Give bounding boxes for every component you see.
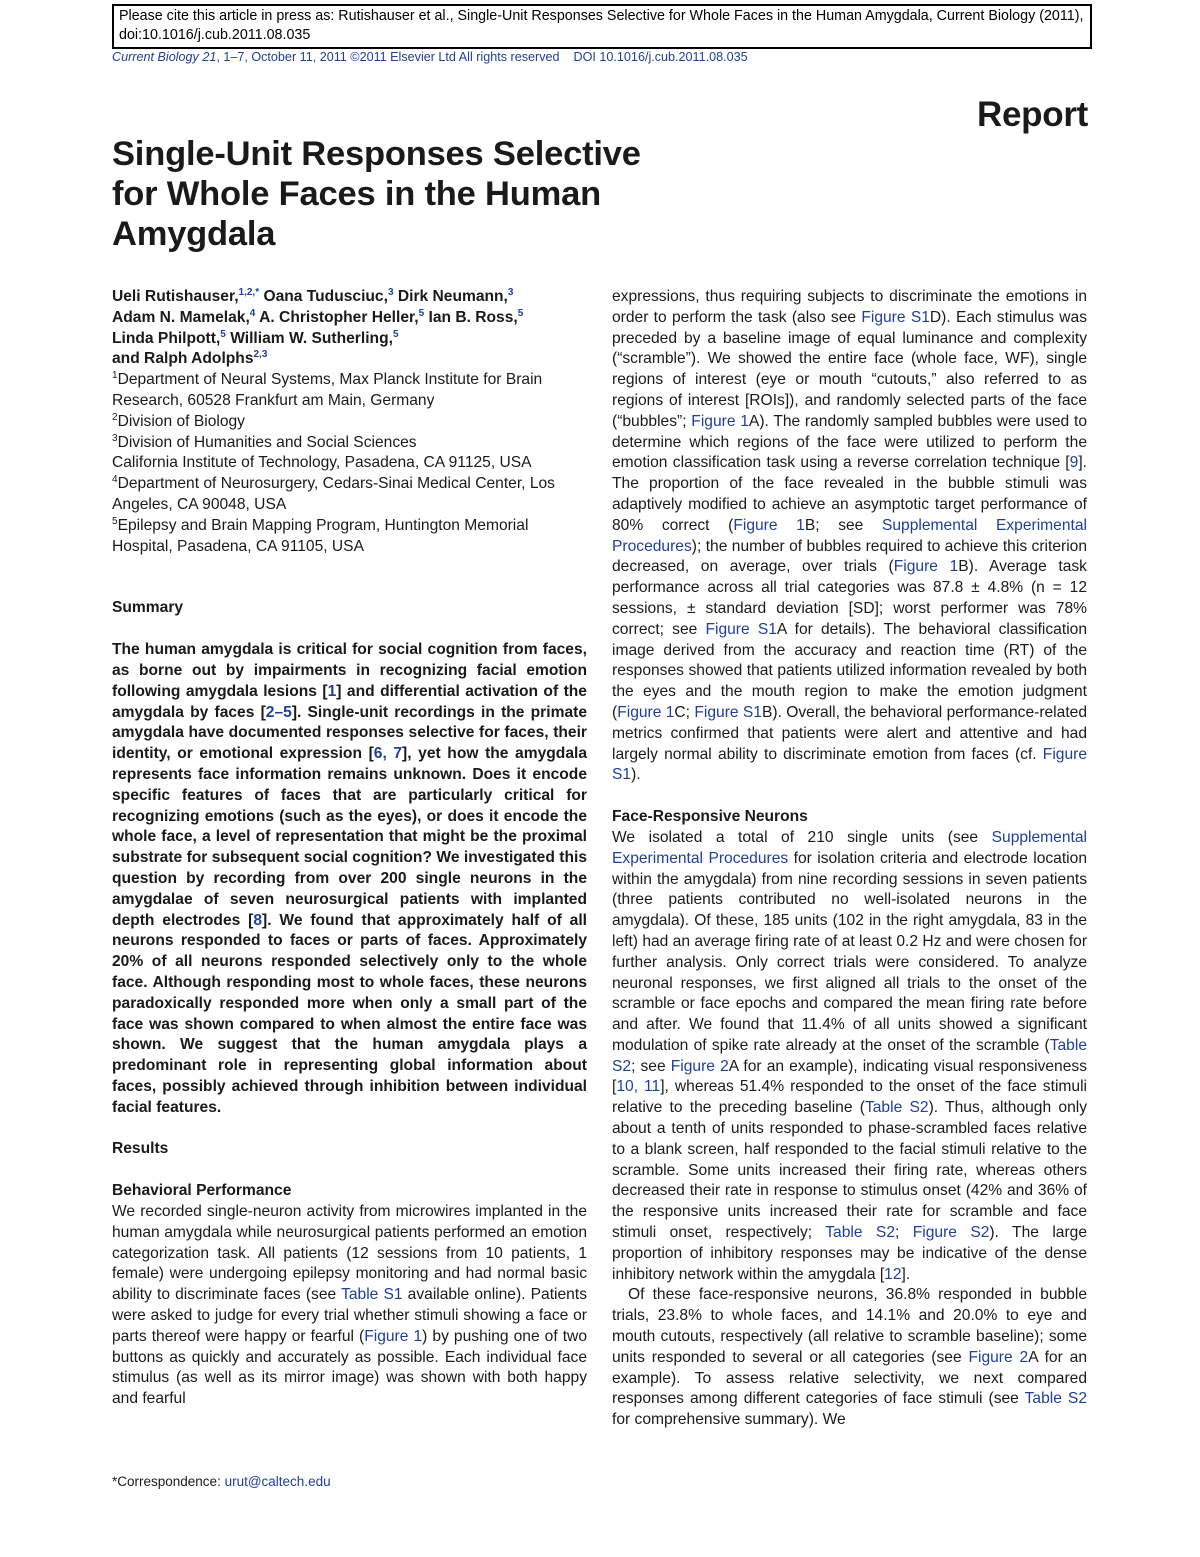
reference-link[interactable]: Figure 1 xyxy=(364,1327,423,1345)
correspondence-label: *Correspondence: xyxy=(112,1474,225,1489)
reference-link[interactable]: Table S2 xyxy=(612,1036,1087,1075)
author-name: Linda Philpott, xyxy=(112,329,221,347)
reference-link[interactable]: Figure 1 xyxy=(691,412,749,430)
face-responsive-text-2: Of these face-responsive neurons, 36.8% responded in bubble trials, 23.8% to whole faces, and 14.1% and 20.0% to eye and mouth cutouts, respectively (all relative to scramble baseline); some units responded to several or all categories (see Figure 2A for an example). To assess relative selectivity, we next compared responses among different categories of face stimuli (see Table S2 for comprehensive summary). We xyxy=(612,1286,1087,1429)
author-name: Adam N. Mamelak, xyxy=(112,308,250,326)
reference-link[interactable]: Table S2 xyxy=(825,1224,895,1242)
affiliation-marker[interactable]: 2,3 xyxy=(253,349,268,361)
correspondence-email-link[interactable]: urut@caltech.edu xyxy=(224,1474,331,1489)
author-name: Ueli Rutishauser, xyxy=(112,288,239,305)
affiliation-list xyxy=(112,370,587,557)
reference-link[interactable]: Figure S1 xyxy=(861,308,930,326)
reference-link[interactable]: 2–5 xyxy=(265,703,292,721)
author-name: and Ralph Adolphs xyxy=(112,350,254,368)
citation-box: Please cite this article in press as: Rutishauser et al., Single-Unit Responses Selective for Whole Faces in the Human Amygdala, Current Biology (2011), doi:10.1016/j.cub.2011.08.035 xyxy=(112,4,1092,49)
reference-link[interactable]: Figure S2 xyxy=(912,1224,990,1242)
reference-link[interactable]: Figure 2 xyxy=(968,1348,1029,1366)
left-column xyxy=(112,287,587,1410)
reference-link[interactable]: Table S2 xyxy=(864,1099,929,1117)
face-responsive-text-1: We isolated a total of 210 single units (see Supplemental Experimental Procedures for isolation criteria and electrode location within the amygdala) from nine recording sessions in seven patients (three patients contributed no well-isolated neurons in the amygdala). Of these, 185 units (102 in the right amygdala, 83 in the left) had an average firing rate of at least 0.2 Hz and were chosen for further analysis. Only correct trials were considered. To analyze neuronal responses, we first aligned all trials to the onset of the scramble or face epochs and compared the mean firing rate before and after. We found that 11.4% of all units showed a significant modulation of spike rate already at the onset of the scramble (Table S2; see Figure 2A for an example), indicating visual responsiveness [10, 11], whereas 51.4% responded to the onset of the face stimuli relative to the preceding baseline (Table S2). Thus, although only about a tenth of units responded to phase-scrambled faces relative to a blank screen, half responded to the facial stimuli relative to the scramble. Some units increased their firing rate, whereas others decreased their rate in response to stimulus onset (42% and 36% of the responsive units increased their rate for scramble and face stimuli onset, respectively; Table S2; Figure S2). The large proportion of inhibitory responses may be indicative of the dense inhibitory network within the amygdala [12]. xyxy=(612,828,1088,1283)
article-type: Report xyxy=(977,95,1088,134)
journal-volume: 21 xyxy=(202,50,217,64)
reference-link[interactable]: 10, 11 xyxy=(616,1078,661,1096)
reference-link[interactable]: 12 xyxy=(884,1265,902,1283)
right-column xyxy=(612,287,1087,1431)
affiliation-item: $^1$Department of Neural Systems, Max Planck Institute for Brain Research, 60528 Frankfurt am Main, Germany xyxy=(112,370,543,409)
reference-link[interactable]: 6, 7 xyxy=(373,745,403,763)
reference-link[interactable]: Figure S1 xyxy=(694,703,762,721)
reference-link[interactable]: Figure 1 xyxy=(617,703,675,721)
affiliation-item: $^2$Division of Biology xyxy=(112,411,245,430)
reference-link[interactable]: Figure S1 xyxy=(612,745,1087,784)
face-responsive-heading: Face-Responsive Neurons xyxy=(612,808,808,826)
journal-line xyxy=(112,50,748,64)
author-name: Dirk Neumann, xyxy=(397,288,508,305)
reference-link[interactable]: 8 xyxy=(253,911,263,929)
reference-link[interactable]: 9 xyxy=(1069,454,1079,472)
reference-link[interactable]: Table S2 xyxy=(1024,1390,1087,1408)
reference-link[interactable]: Table S1 xyxy=(341,1286,403,1304)
affiliation-item: $^4$Department of Neurosurgery, Cedars-Sinai Medical Center, Los Angeles, CA 90048, USA xyxy=(112,473,555,513)
affiliation-marker[interactable]: 5 xyxy=(220,328,226,340)
affiliation-item: $^5$Epilepsy and Brain Mapping Program, Huntington Memorial Hospital, Pasadena, CA 91105, USA xyxy=(112,515,529,555)
reference-link[interactable]: Figure 2 xyxy=(670,1057,729,1075)
reference-link[interactable]: Figure S1 xyxy=(705,620,777,638)
affiliation-marker[interactable]: 5 xyxy=(392,328,399,340)
affiliation-marker[interactable]: 3 xyxy=(387,286,394,298)
author-name: Oana Tudusciuc, xyxy=(263,288,388,305)
reference-link[interactable]: Supplemental Experimental Procedures xyxy=(612,828,1087,867)
summary-text: The human amygdala is critical for social cognition from faces, as borne out by impairments in recognizing facial emotion following amygdala lesions [1] and differential activation of the amygdala by faces [2–5]. Single-unit recordings in the primate amygdala have documented responses selective for faces, their identity, or emotional expression [6, 7], yet how the amygdala represents face information remains unknown. Does it encode specific features of faces that are particularly critical for recognizing emotions (such as the eyes), or does it encode the whole face, a level of representation that might be the proximal substrate for subsequent social cognition? We investigated this question by recording from over 200 single neurons in the amygdalae of seven neurosurgical patients with implanted depth electrodes [8]. We found that approximately half of all neurons responded to faces or parts of faces. Approximately 20% of all neurons responded selectively only to the whole face. Although responding most to whole faces, these neurons paradoxically responded more when only a small part of the face was shown compared to when almost the entire face was shown. We suggest that the human amygdala plays a predominant role in representing global information about faces, possibly achieved through inhibition between individual facial features. xyxy=(112,641,587,1116)
author-list xyxy=(112,287,587,370)
author-name: A. Christopher Heller, xyxy=(259,308,419,326)
journal-doi[interactable]: DOI 10.1016/j.cub.2011.08.035 xyxy=(573,50,748,64)
affiliation-item: $^3$Division of Humanities and Social Sciences xyxy=(112,432,417,451)
author-name: William W. Sutherling, xyxy=(230,329,393,347)
behavioral-text-continued: expressions, thus requiring subjects to discriminate the emotions in order to perform the task (also see Figure S1D). Each stimulus was preceded by a baseline image of equal luminance and complexity (“scramble”). We showed the entire face (whole face, WF), single regions of interest (eye or mouth “cutouts,” also referred to as regions of interest [ROIs]), and randomly selected parts of the face (“bubbles”; Figure 1A). The randomly sampled bubbles were used to determine which regions of the face were utilized to perform the emotion classification task using a reverse correlation technique [9]. The proportion of the face revealed in the bubble stimuli was adaptively modified to achieve an asymptotic target performance of 80% correct (Figure 1B; see Supplemental Experimental Procedures); the number of bubbles required to achieve this criterion decreased, on average, over trials (Figure 1B). Average task performance across all trial categories was 87.8 ± 4.8% (n = 12 sessions, ± standard deviation [SD]; worst performer was 78% correct; see Figure S1A for details). The behavioral classification image derived from the accuracy and reaction time (RT) of the responses showed that patients utilized information revealed by both the eyes and the mouth region to make the emotion judgment (Figure 1C; Figure S1B). Overall, the behavioral performance-related metrics confirmed that patients were alert and attentive and had largely normal ability to discriminate emotion from faces (cf. Figure S1). xyxy=(612,288,1088,784)
results-heading: Results xyxy=(112,1140,169,1158)
author-name: Ian B. Ross, xyxy=(428,308,518,326)
behavioral-heading: Behavioral Performance xyxy=(112,1182,292,1200)
journal-details: , 1–7, October 11, 2011 ©2011 Elsevier Ltd All rights reserved xyxy=(216,50,560,64)
behavioral-text: We recorded single-neuron activity from microwires implanted in the human amygdala while neurosurgical patients performed an emotion categorization task. All patients (12 sessions from 10 patients, 1 female) were undergoing epilepsy monitoring and had normal basic ability to discriminate faces (see Table S1 available online). Patients were asked to judge for every trial whether stimuli showing a face or parts thereof were happy or fearful (Figure 1) by pushing one of two buttons as quickly and accurately as possible. Each individual face stimulus (as well as its mirror image) was shown with both happy and fearful xyxy=(112,1203,587,1408)
affiliation-marker[interactable]: 4 xyxy=(249,307,256,319)
affiliation-marker[interactable]: 5 xyxy=(517,307,524,319)
reference-link[interactable]: Supplemental Experimental Procedures xyxy=(612,516,1087,555)
journal-name: Current Biology xyxy=(112,50,199,64)
affiliation-marker[interactable]: 5 xyxy=(418,307,425,319)
reference-link[interactable]: Figure 1 xyxy=(733,516,805,534)
affiliation-marker[interactable]: 1,2,* xyxy=(238,286,260,298)
article-title: Single-Unit Responses Selective for Whole Faces in the Human Amygdala xyxy=(112,135,641,253)
affiliation-marker[interactable]: 3 xyxy=(507,286,514,298)
summary-heading: Summary xyxy=(112,599,184,617)
correspondence-footer xyxy=(112,1474,331,1489)
reference-link[interactable]: 1 xyxy=(327,682,337,700)
affiliation-item: California Institute of Technology, Pasadena, CA 91125, USA xyxy=(112,454,532,472)
reference-link[interactable]: Figure 1 xyxy=(893,558,959,576)
